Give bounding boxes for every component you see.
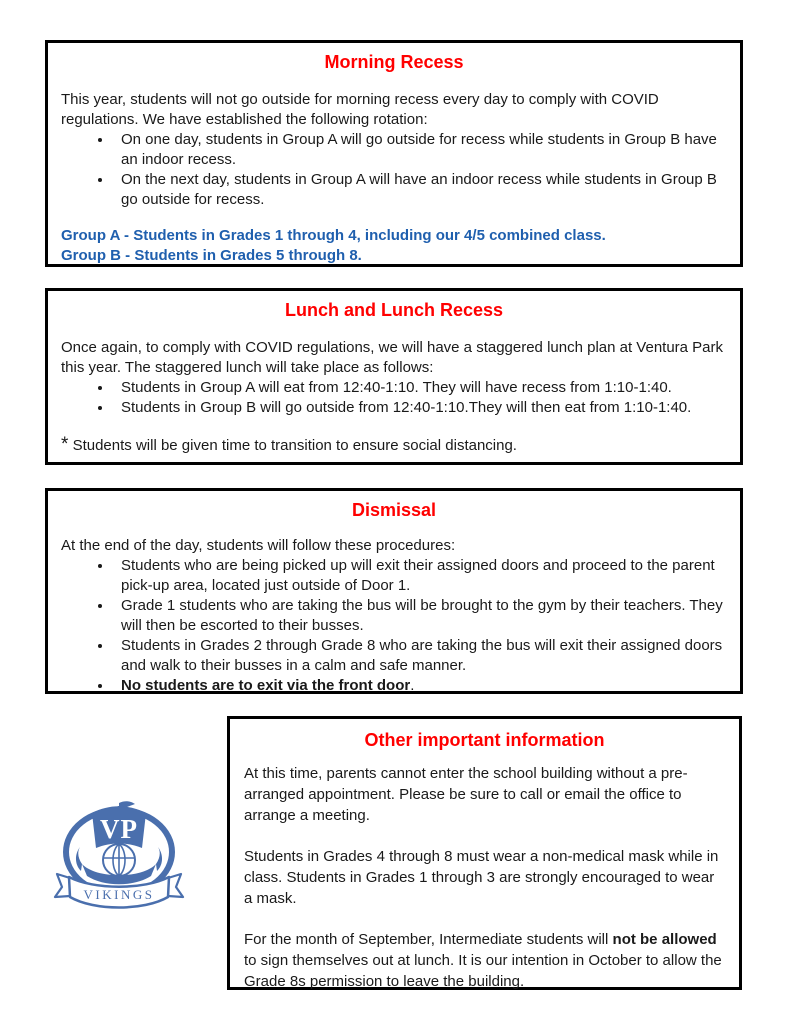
viking-ship-logo-icon bbox=[52, 800, 186, 918]
group-b-line: Group B - Students in Grades 5 through 8. bbox=[61, 247, 362, 264]
not-allowed-bold-text: not be allowed bbox=[612, 931, 717, 948]
bullet-item: • Students in Group B will go outside from 12:40-1:10.They will then eat from 1:10-1:40. bbox=[113, 398, 727, 418]
asterisk: * bbox=[61, 434, 69, 455]
logo-monogram: VP bbox=[100, 814, 138, 844]
lunch-recess-title: Lunch and Lunch Recess bbox=[284, 300, 504, 320]
bullet-item: • On the next day, students in Group A will have an indoor recess while students in Group B go outside for recess. bbox=[113, 170, 727, 210]
sign-out-pre: For the month of September, Intermediate students will bbox=[244, 931, 613, 948]
logo-banner-text: VIKINGS bbox=[83, 887, 155, 902]
section-morning-recess bbox=[45, 40, 743, 267]
morning-recess-bullet-list bbox=[61, 130, 727, 210]
transition-note-text: Students will be given time to transition to ensure social distancing. bbox=[68, 437, 517, 454]
transition-note bbox=[61, 436, 727, 456]
sign-out-post: to sign themselves out at lunch. It is our intention in October to allow the Grade 8s permission to leave the building. bbox=[244, 952, 722, 990]
logo-banner-left-tail bbox=[55, 874, 70, 897]
section-dismissal bbox=[45, 488, 743, 694]
dismissal-title: Dismissal bbox=[351, 500, 437, 520]
bullet-item: • Grade 1 students who are taking the bus will be brought to the gym by their teachers. They will then be escorted to their busses. bbox=[113, 596, 727, 636]
no-front-door-bold-text: No students are to exit via the front door bbox=[121, 677, 411, 694]
group-definitions bbox=[61, 226, 727, 266]
lunch-recess-intro: Once again, to comply with COVID regulations, we will have a staggered lunch plan at Ventura Park this year. The staggered lunch will take place as follows: bbox=[61, 339, 724, 376]
section-other-information bbox=[227, 716, 742, 990]
parents-appointment-paragraph: At this time, parents cannot enter the school building without a pre-arranged appointment. Please be sure to call or email the office to arrange a meeting. bbox=[244, 765, 688, 824]
section-lunch-recess bbox=[45, 288, 743, 465]
dismissal-bullet-list bbox=[61, 556, 727, 696]
other-information-title: Other important information bbox=[364, 730, 605, 750]
vp-vikings-logo bbox=[52, 800, 186, 918]
mask-policy-paragraph: Students in Grades 4 through 8 must wear a non-medical mask while in class. Students in Grades 1 through 3 are strongly encouraged to wear a mask. bbox=[244, 848, 719, 907]
no-front-door-period: . bbox=[410, 677, 415, 694]
group-a-line: Group A - Students in Grades 1 through 4, including our 4/5 combined class. bbox=[61, 227, 606, 244]
morning-recess-title: Morning Recess bbox=[324, 52, 464, 72]
lunch-recess-bullet-list bbox=[61, 378, 727, 418]
bullet-item: • Students in Group A will eat from 12:40-1:10. They will have recess from 1:10-1:40. bbox=[113, 378, 727, 398]
logo-banner-right-tail bbox=[168, 874, 183, 897]
bullet-item: • On one day, students in Group A will go outside for recess while students in Group B have an indoor recess. bbox=[113, 130, 727, 170]
bullet-item-no-front-door bbox=[113, 676, 727, 696]
dismissal-content bbox=[48, 536, 740, 696]
bullet-item: • Students who are being picked up will exit their assigned doors and proceed to the parent pick-up area, located just outside of Door 1. bbox=[113, 556, 727, 596]
dismissal-intro: At the end of the day, students will follow these procedures: bbox=[61, 537, 456, 554]
morning-recess-intro: This year, students will not go outside for morning recess every day to comply with COVID regulations. We have established the following rotation: bbox=[61, 91, 659, 128]
lunch-recess-content bbox=[48, 338, 740, 456]
bullet-item: • Students in Grades 2 through Grade 8 who are taking the bus will exit their assigned doors and walk to their busses in a calm and safe manner. bbox=[113, 636, 727, 676]
other-information-content bbox=[230, 763, 739, 992]
morning-recess-content bbox=[48, 90, 740, 266]
sign-out-paragraph bbox=[244, 929, 725, 992]
